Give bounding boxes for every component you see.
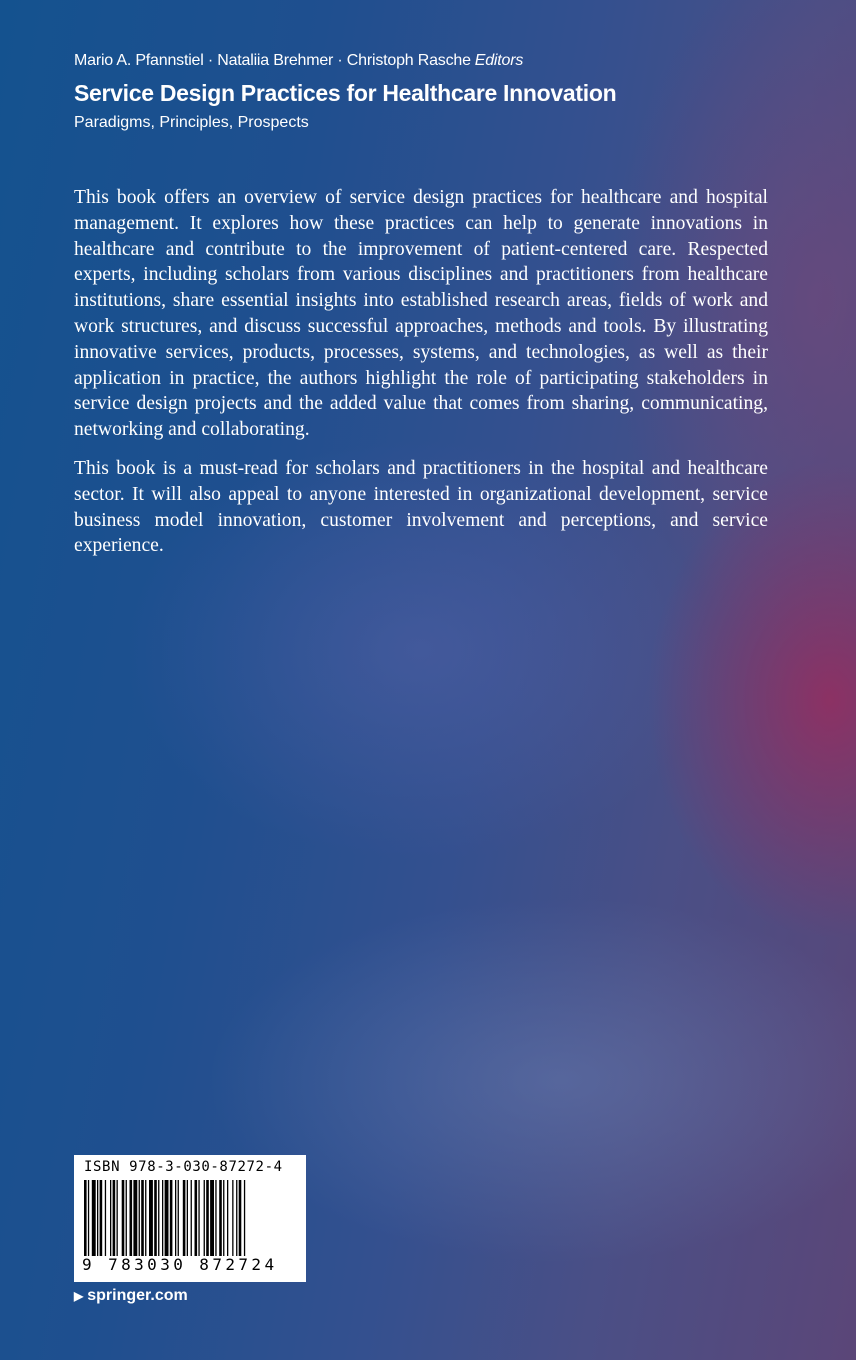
publisher-link[interactable] bbox=[74, 1287, 188, 1305]
blurb-paragraph-1: This book offers an overview of service design practices for healthcare and hospital management. It explores how these practices can help to generate innovations in healthcare and contribute to the improvement of patient-centered care. Respected experts, including scholars from various disciplines and practitioners from healthcare institutions, share essential insights into established research areas, fields of work and work structures, and discuss successful approaches, methods and tools. By illustrating innovative services, products, processes, systems, and technologies, as well as their application in practice, the authors highlight the role of participating stakeholders in service design projects and the added value that comes from sharing, communicating, networking and collaborating. bbox=[74, 187, 768, 441]
editors-line bbox=[74, 50, 794, 72]
blurb-paragraph-2: This book is a must-read for scholars and practitioners in the hospital and healthcare sector. It will also appeal to anyone interested in organizational development, service business model innovation, customer involvement and perceptions, and service experience. bbox=[74, 457, 768, 557]
cover-header bbox=[74, 50, 794, 134]
barcode-digits: 9 783030 872724 bbox=[82, 1255, 278, 1274]
publisher-url: springer.com bbox=[87, 1287, 188, 1304]
isbn-barcode-box bbox=[74, 1155, 306, 1282]
barcode bbox=[82, 1180, 298, 1256]
book-title: Service Design Practices for Healthcare Innovation bbox=[74, 80, 617, 106]
triangle-right-icon: ▶ bbox=[74, 1289, 84, 1303]
isbn-label: ISBN 978-3-030-87272-4 bbox=[84, 1159, 283, 1175]
editors-names: Mario A. Pfannstiel · Nataliia Brehmer · Christoph Rasche bbox=[74, 52, 471, 69]
editors-role: Editors bbox=[474, 52, 524, 69]
blurb bbox=[74, 185, 768, 572]
book-subtitle: Paradigms, Principles, Prospects bbox=[74, 114, 309, 131]
